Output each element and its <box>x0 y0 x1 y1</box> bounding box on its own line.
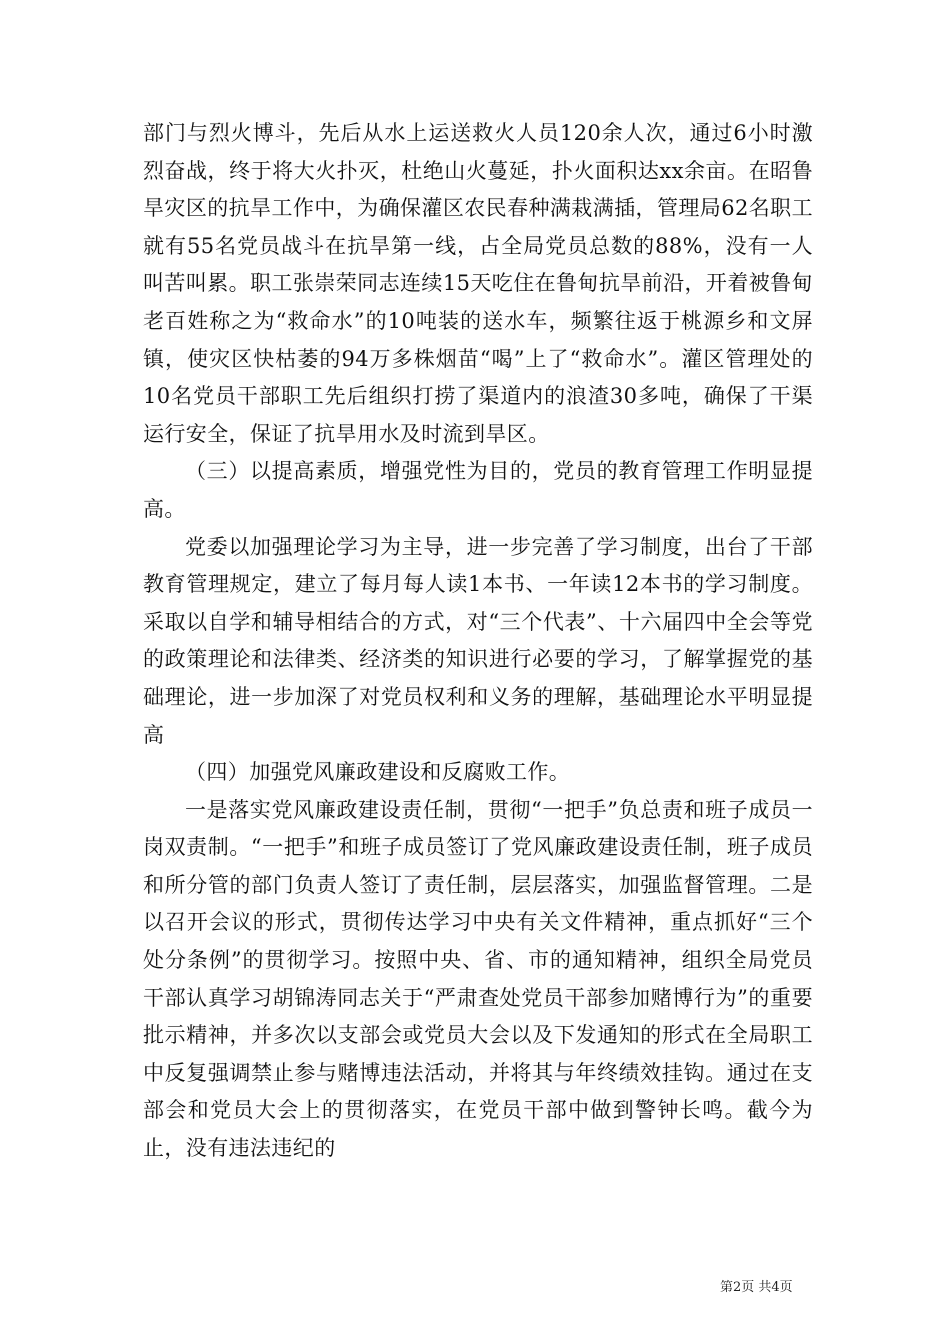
heading-section-three: （三）以提高素质，增强党性为目的，党员的教育管理工作明显提高。 <box>143 459 813 521</box>
paragraph-anti-corruption: 一是落实党风廉政建设责任制，贯彻“一把手”负总责和班子成员一岗双责制。“一把手”和班子成员签订了党风廉政建设责任制，班子成员和所分管的部门负责人签订了责任制，层层落实，加强监督管理。二是以召开会议的形式，贯彻传达学习中央有关文件精神，重点抓好“三个处分条例”的贯彻学习。按照中央、省、市的通知精神，组织全局党员干部认真学习胡锦涛同志关于“严肃查处党员干部参加赌博行为”的重要批示精神，并多次以支部会或党员大会以及下发通知的形式在全局职工中反复强调禁止参与赌博违法活动，并将其与年终绩效挂钩。通过在支部会和党员大会上的贯彻落实，在党员干部中做到警钟长鸣。截今为止，没有违法违纪的 <box>143 797 813 1161</box>
paragraph-fire-and-drought-relief: 部门与烈火博斗，先后从水上运送救火人员120余人次，通过6小时激烈奋战，终于将大火扑灭，杜绝山火蔓延，扑火面积达xx余亩。在昭鲁旱灾区的抗旱工作中，为确保灌区农民春种满栽满插，管理局62名职工就有55名党员战斗在抗旱第一线，占全局党员总数的88%，没有一人叫苦叫累。职工张崇荣同志连续15天吃住在鲁甸抗旱前沿，开着被鲁甸老百姓称之为“救命水”的10吨装的送水车，频繁往返于桃源乡和文屏镇，使灾区快枯萎的94万多株烟苗“喝”上了“救命水”。灌区管理处的10名党员干部职工先后组织打捞了渠道内的浪渣30多吨，确保了干渠运行安全，保证了抗旱用水及时流到旱区。 <box>143 121 813 446</box>
page-number: 第2页 共4页 <box>720 1280 793 1295</box>
document-body <box>143 115 813 1168</box>
heading-section-four: （四）加强党风廉政建设和反腐败工作。 <box>185 760 571 785</box>
paragraph-theory-study: 党委以加强理论学习为主导，进一步完善了学习制度，出台了干部教育管理规定，建立了每月每人读1本书、一年读12本书的学习制度。采取以自学和辅导相结合的方式，对“三个代表”、十六届四中全会等党的政策理论和法律类、经济类的知识进行必要的学习，了解掌握党的基础理论，进一步加深了对党员权利和义务的理解，基础理论水平明显提高 <box>143 534 813 747</box>
